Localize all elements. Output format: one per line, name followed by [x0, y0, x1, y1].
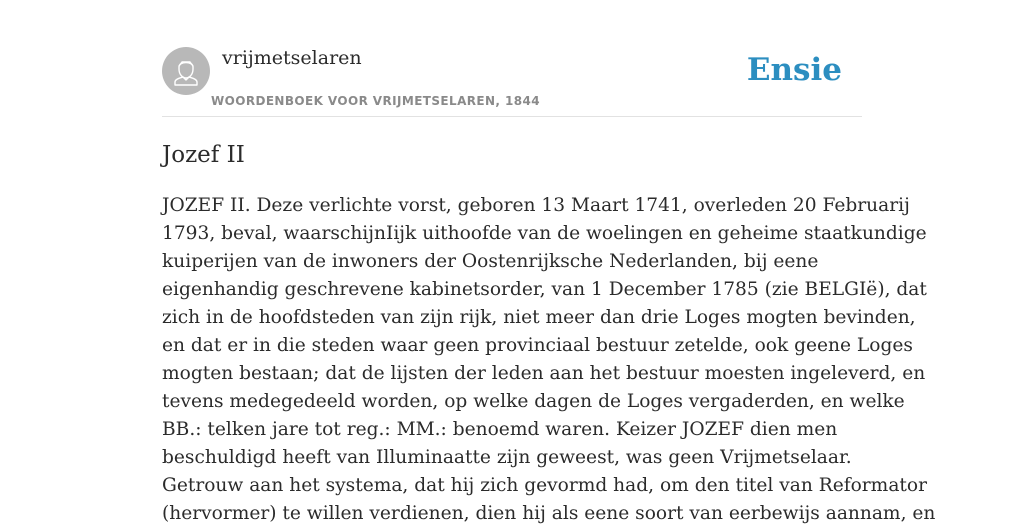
- brand-logo[interactable]: Ensie: [746, 52, 842, 88]
- body-line: JOZEF II. Deze verlichte vorst, geboren 13 Maart 1741, overleden 20 Februarij: [162, 195, 910, 216]
- user-icon: [162, 47, 210, 95]
- body-line: en dat er in die steden waar geen provinciaal bestuur zetelde, ook geene Loges: [162, 335, 913, 356]
- author-name[interactable]: vrijmetselaren: [222, 47, 362, 69]
- article-header: [162, 46, 862, 117]
- body-line: eigenhandig geschrevene kabinetsorder, van 1 December 1785 (zie BELGIë), dat: [162, 279, 927, 300]
- body-line: (hervormer) te willen verdienen, dien hij als eene soort van eerbewijs aannam, en: [162, 503, 936, 524]
- body-line: mogten bestaan; dat de lijsten der leden aan het bestuur moesten ingeleverd, en: [162, 363, 926, 384]
- article-title: Jozef II: [162, 142, 245, 168]
- body-line: beschuldigd heeft van Illuminaatte zijn geweest, was geen Vrijmetselaar.: [162, 447, 852, 468]
- body-line: tevens medegedeeld worden, op welke dagen de Loges vergaderden, en welke: [162, 391, 905, 412]
- body-line: zich in de hoofdsteden van zijn rijk, niet meer dan drie Loges mogten bevinden,: [162, 307, 916, 328]
- body-line: 1793, beval, waarschijnIijk uithoofde van de woelingen en geheime staatkundige: [162, 223, 927, 244]
- source-label[interactable]: WOORDENBOEK VOOR VRIJMETSELAREN, 1844: [211, 94, 540, 108]
- body-line: BB.: telken jare tot reg.: MM.: benoemd waren. Keizer JOZEF dien men: [162, 419, 838, 440]
- article-body: [162, 192, 936, 528]
- body-line: kuiperijen van de inwoners der Oostenrijksche Nederlanden, bij eene: [162, 251, 819, 272]
- author-avatar[interactable]: [162, 47, 210, 95]
- body-line: Getrouw aan het systema, dat hij zich gevormd had, om den titel van Reformator: [162, 475, 927, 496]
